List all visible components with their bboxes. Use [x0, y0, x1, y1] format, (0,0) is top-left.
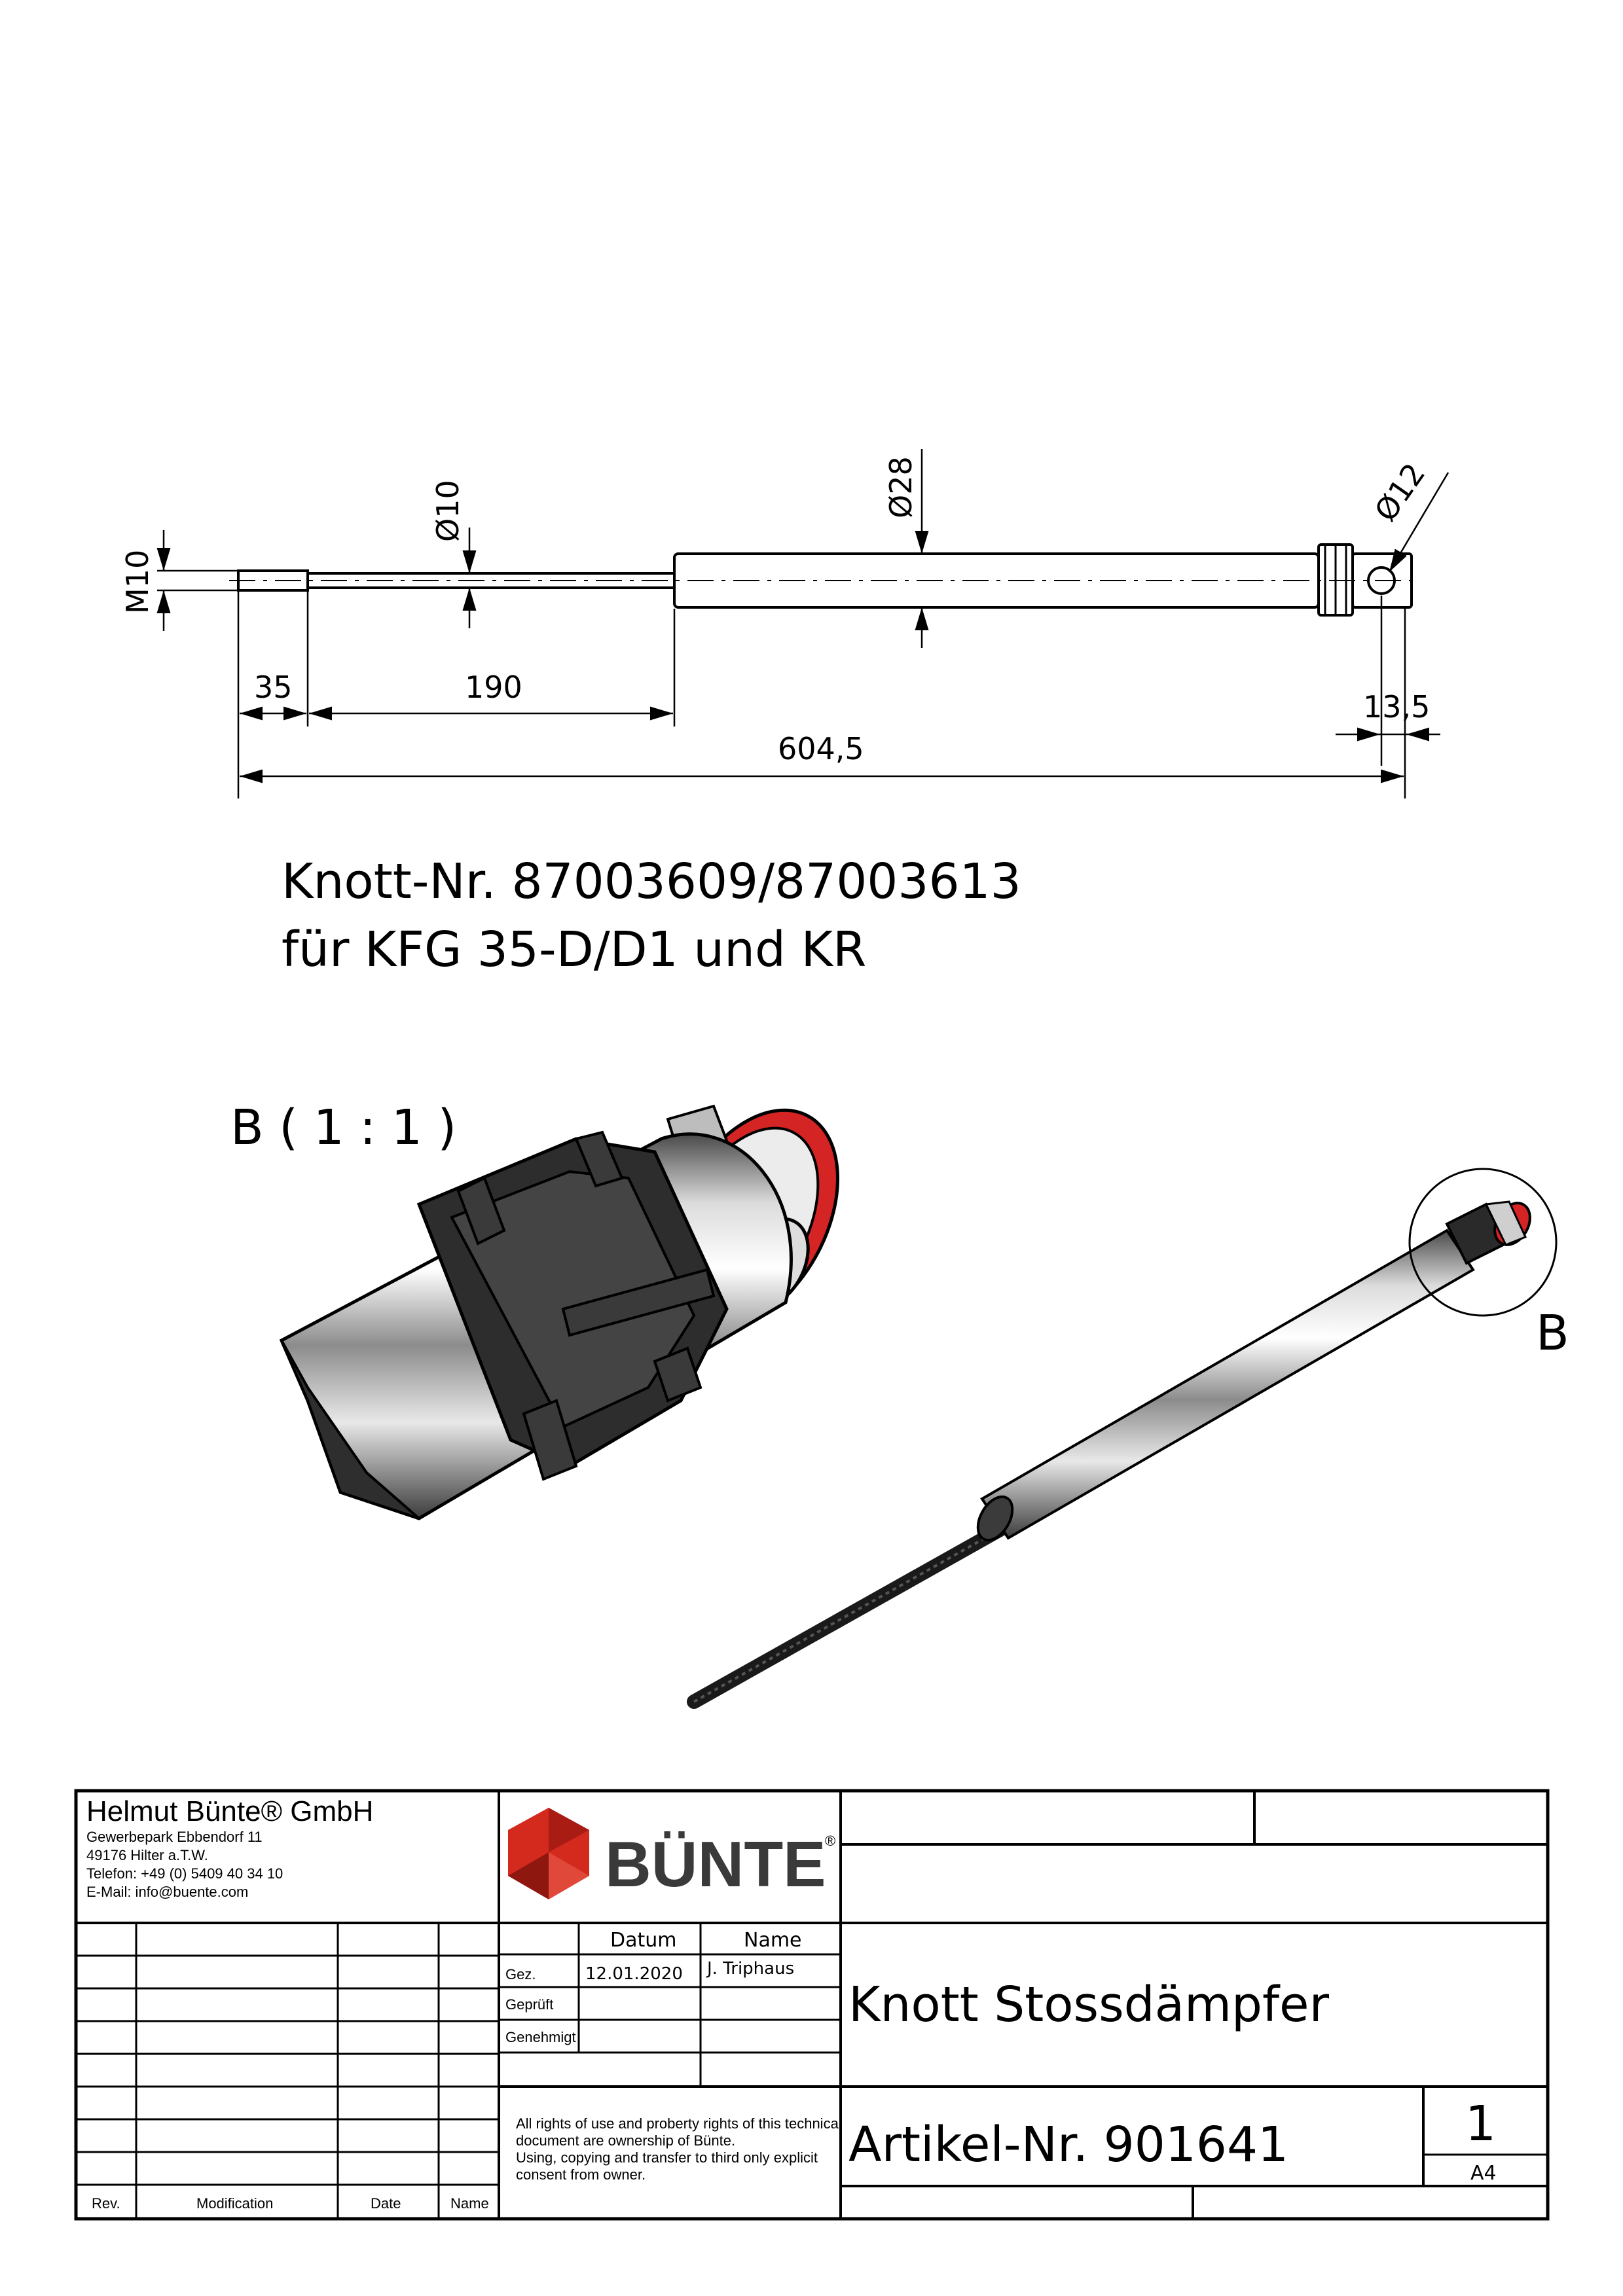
dim-overall-length: 604,5	[778, 731, 864, 766]
rights-line4: consent from owner.	[516, 2166, 646, 2183]
company-address1: Gewerbepark Ebbendorf 11	[86, 1829, 263, 1845]
drawn-date: 12.01.2020	[585, 1964, 683, 1984]
sheet-format: A4	[1470, 2162, 1497, 2185]
drawn-label: Gez.	[505, 1966, 536, 1982]
dim-eye-offset: 13,5	[1363, 689, 1431, 725]
company-name: Helmut Bünte® GmbH	[86, 1795, 374, 1827]
detail-callout-b: B	[1536, 1305, 1569, 1361]
drawn-name: J. Triphaus	[707, 1959, 795, 1979]
dimension-texts	[120, 456, 1432, 766]
rev-header: Rev.	[92, 2195, 120, 2212]
company-email: E-Mail: info@buente.com	[86, 1884, 249, 1900]
dim-body-diameter: Ø28	[883, 456, 919, 518]
dim-rod-length: 190	[465, 670, 522, 705]
company-address2: 49176 Hilter a.T.W.	[86, 1847, 208, 1863]
dim-rod-diameter: Ø10	[430, 480, 465, 542]
approved-label: Genehmigt	[505, 2029, 576, 2045]
dim-thread-length: 35	[254, 670, 293, 705]
rights-line2: document are ownership of Bünte.	[516, 2132, 736, 2149]
checked-label: Geprüft	[505, 1996, 554, 2013]
isometric-view	[694, 1169, 1556, 1702]
detail-label: B ( 1 : 1 )	[230, 1100, 457, 1156]
logo-registered-mark: ®	[825, 1833, 836, 1849]
side-view	[229, 545, 1421, 615]
date-header: Date	[371, 2195, 401, 2212]
logo-wordmark: BÜNTE	[605, 1828, 826, 1900]
application-note: für KFG 35-D/D1 und KR	[282, 922, 867, 978]
knott-number-note: Knott-Nr. 87003609/87003613	[282, 853, 1021, 910]
dim-m10: M10	[120, 549, 155, 614]
drawing-title: Knott Stossdämpfer	[848, 1977, 1330, 2033]
article-number: Artikel-Nr. 901641	[848, 2117, 1289, 2173]
sheet-number: 1	[1465, 2096, 1497, 2152]
buente-logo	[508, 1808, 835, 1900]
dim-eye-diameter: Ø12	[1367, 456, 1432, 528]
header-name: Name	[744, 1929, 802, 1952]
name-header: Name	[450, 2195, 489, 2212]
header-date: Datum	[610, 1929, 677, 1952]
rights-line3: Using, copying and transfer to third only explicit	[516, 2149, 818, 2166]
company-phone: Telefon: +49 (0) 5409 40 34 10	[86, 1865, 283, 1882]
rights-line1: All rights of use and proberty rights of this technical	[516, 2115, 842, 2132]
modification-header: Modification	[196, 2195, 274, 2212]
